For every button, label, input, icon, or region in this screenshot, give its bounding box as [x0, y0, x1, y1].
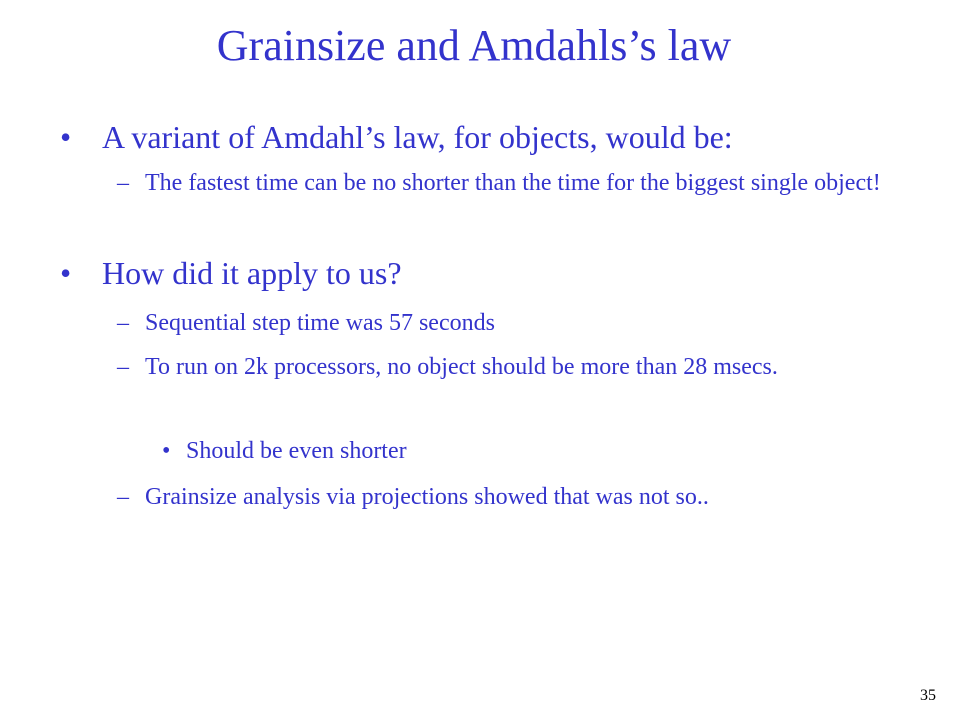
dash-mark: –	[117, 310, 129, 336]
slide-title: Grainsize and Amdahls’s law	[216, 21, 732, 70]
bullet-mark: •	[60, 119, 72, 155]
dash-mark: –	[117, 170, 129, 196]
bullet-text: A variant of Amdahl’s law, for objects, would be:	[102, 119, 733, 155]
bullet-mark: •	[60, 255, 72, 291]
bullet-item-apply-to-us	[60, 253, 402, 293]
sub-sub-item-text: Should be even shorter	[186, 438, 407, 464]
dash-mark: –	[117, 354, 129, 380]
sub-item-sequential-step	[117, 305, 495, 341]
sub-item-fastest-time	[117, 165, 945, 201]
sub-item-text: The fastest time can be no shorter than the time for the biggest single object!	[145, 170, 881, 196]
sub-item-text: Sequential step time was 57 seconds	[145, 310, 495, 336]
bullet-item-amdahl-variant	[60, 117, 733, 157]
sub-item-text: Grainsize analysis via projections showed that was not so..	[145, 484, 709, 510]
slide-number: 35	[920, 687, 936, 704]
dash-mark: –	[117, 484, 129, 510]
sub-item-text: To run on 2k processors, no object should be more than 28 msecs.	[145, 354, 778, 380]
sub-item-grainsize-analysis	[117, 479, 709, 515]
sub-item-2k-processors	[117, 349, 905, 385]
bullet-text: How did it apply to us?	[102, 255, 402, 291]
bullet-mark: •	[162, 438, 171, 464]
sub-sub-item-even-shorter	[162, 436, 407, 466]
